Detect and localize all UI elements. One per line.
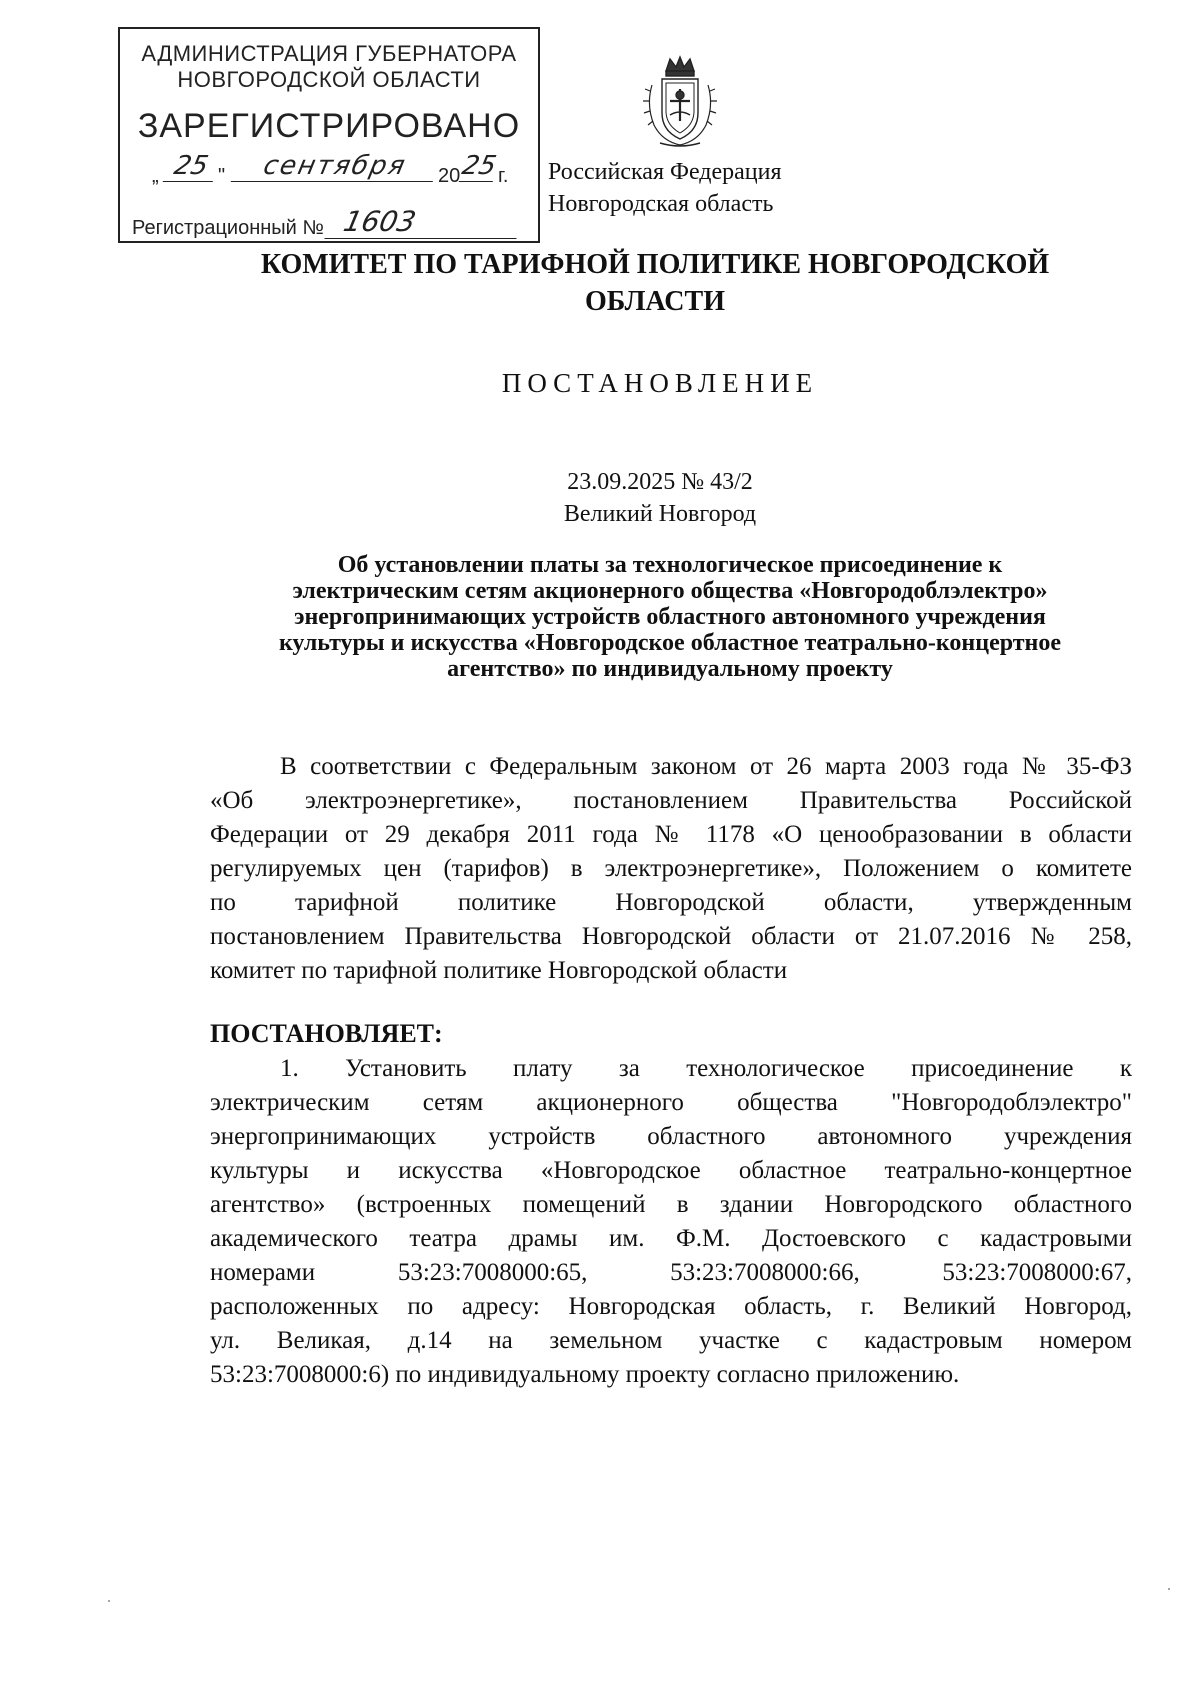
subject-line: электрическим сетям акционерного общества «Новгородоблэлектро» <box>292 578 1048 604</box>
intro-line: регулируемых цен (тарифов) в электроэнергетике», Положением о комитете <box>210 855 1132 882</box>
committee-name-line1: КОМИТЕТ ПО ТАРИФНОЙ ПОЛИТИКЕ НОВГОРОДСКОЙ <box>260 249 1050 280</box>
scan-speck <box>108 1600 110 1602</box>
intro-line: постановлением Правительства Новгородской области от 21.07.2016 № 258, <box>210 923 1132 950</box>
item-line: энергопринимающих устройств областного автономного учреждения <box>210 1123 1132 1150</box>
stamp-reg-number-handwritten: 1603 <box>324 205 523 239</box>
item-line: культуры и искусства «Новгородское областное театрально-концертное <box>210 1157 1132 1184</box>
item-line: ул. Великая, д.14 на земельном участке с кадастровым номером <box>210 1327 1132 1354</box>
registration-stamp <box>118 27 540 243</box>
intro-line: В соответствии с Федеральным законом от 26 марта 2003 года № 35-ФЗ <box>280 753 1132 780</box>
coat-of-arms-icon <box>640 55 720 150</box>
committee-name <box>230 246 1080 320</box>
item-line: расположенных по адресу: Новгородская область, г. Великий Новгород, <box>210 1293 1132 1320</box>
stamp-date-row <box>152 151 512 191</box>
intro-paragraph <box>210 750 1132 988</box>
intro-line: комитет по тарифной политике Новгородской области <box>210 957 788 984</box>
intro-line: по тарифной политике Новгородской области, утвержденным <box>210 889 1132 916</box>
document-type: ПОСТАНОВЛЕНИЕ <box>501 368 819 398</box>
stamp-reg-label: Регистрационный № <box>132 217 324 239</box>
subject-line: агентство» по индивидуальному проекту <box>447 656 893 682</box>
header-jurisdiction <box>548 156 782 220</box>
document-date-number: 23.09.2025 № 43/2 <box>567 469 753 495</box>
stamp-org-line1: АДМИНИСТРАЦИЯ ГУБЕРНАТОРА <box>141 41 517 66</box>
scan-speck <box>1168 1588 1170 1590</box>
stamp-year-handwritten: 25 <box>459 151 499 181</box>
document-date-number-block <box>0 466 1200 530</box>
stamp-org-line2: НОВГОРОДСКОЙ ОБЛАСТИ <box>177 67 481 92</box>
stamp-month-handwritten: сентября <box>231 151 440 182</box>
stamp-day-handwritten: 25 <box>163 151 220 182</box>
subject-line: культуры и искусства «Новгородское областное театрально-концертное <box>278 630 1062 656</box>
subject-line: энергопринимающих устройств областного автономного учреждения <box>294 604 1046 630</box>
item-line: электрическим сетям акционерного общества "Новгородоблэлектро" <box>210 1089 1132 1116</box>
item-line: номерами 53:23:7008000:65, 53:23:7008000:66, 53:23:7008000:67, <box>210 1259 1132 1286</box>
item-line: агентство» (встроенных помещений в здании Новгородского областного <box>210 1191 1132 1218</box>
intro-line: «Об электроэнергетике», постановлением Правительства Российской <box>210 787 1132 814</box>
stamp-registered-label: ЗАРЕГИСТРИРОВАНО <box>137 107 521 145</box>
document-city: Великий Новгород <box>563 501 757 527</box>
stamp-year-prefix: 20 <box>438 165 461 187</box>
header-country: Российская Федерация <box>548 159 782 185</box>
subject-line: Об установлении платы за технологическое присоединение к <box>337 552 1003 578</box>
stamp-quote-open: „ <box>152 165 159 187</box>
item-1-paragraph <box>210 1052 1132 1392</box>
intro-line: Федерации от 29 декабря 2011 года № 1178 «О ценообразовании в области <box>210 821 1132 848</box>
stamp-reg-number-row <box>132 205 532 239</box>
header-region: Новгородская область <box>548 191 774 217</box>
item-line: академического театра драмы им. Ф.М. Достоевского с кадастровыми <box>210 1225 1132 1252</box>
item-line: 53:23:7008000:6) по индивидуальному проекту согласно приложению. <box>210 1361 960 1388</box>
stamp-year-unit: г. <box>498 165 509 187</box>
resolves-heading: ПОСТАНОВЛЯЕТ: <box>210 1019 443 1048</box>
committee-name-line2: ОБЛАСТИ <box>585 286 725 317</box>
document-subject <box>210 552 1130 682</box>
item-line: 1. Установить плату за технологическое присоединение к <box>280 1055 1132 1082</box>
stamp-quote-close: " <box>218 165 226 187</box>
